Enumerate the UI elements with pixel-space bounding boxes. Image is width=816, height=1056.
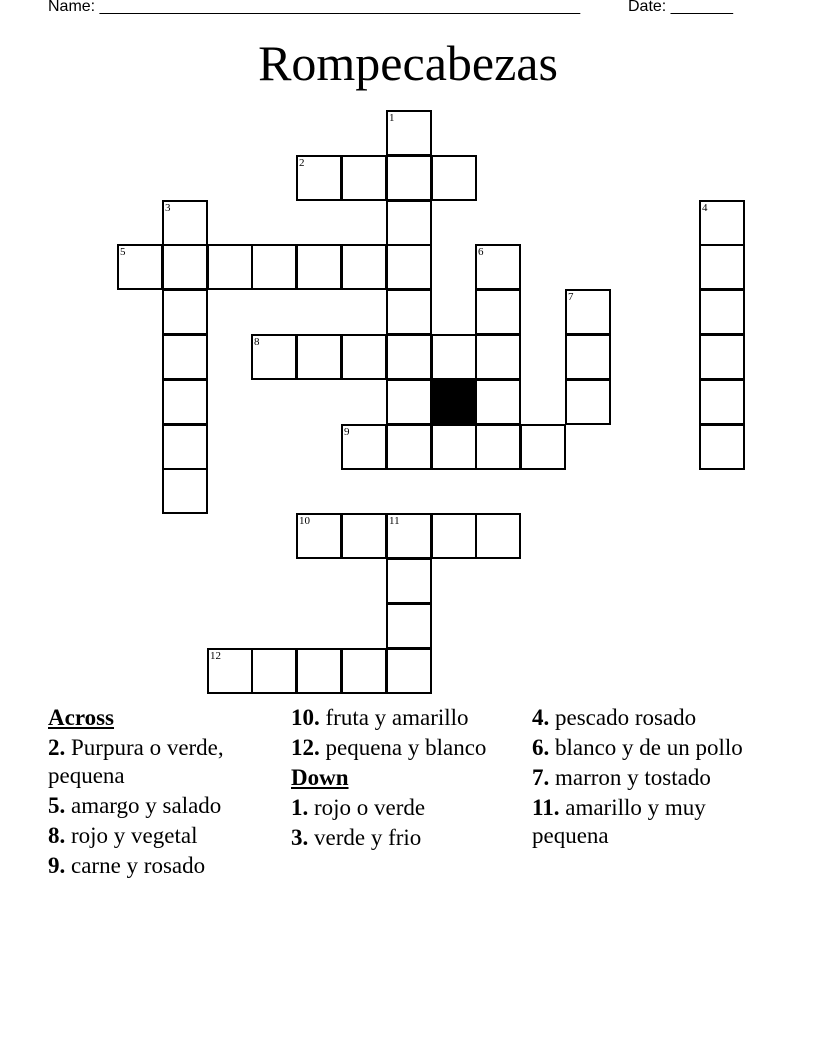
- grid-cell[interactable]: [699, 200, 745, 246]
- down-heading: Down: [291, 765, 349, 790]
- grid-cell[interactable]: [251, 648, 297, 694]
- grid-block: [431, 379, 477, 425]
- clue-text: pescado rosado: [549, 705, 697, 730]
- grid-cell[interactable]: [341, 648, 387, 694]
- clue-text: fruta y amarillo: [319, 705, 469, 730]
- across-heading: Across: [48, 705, 115, 730]
- clue-number: 1.: [291, 795, 309, 820]
- clue-text: verde y frio: [308, 825, 422, 850]
- clue-column-3: [532, 704, 758, 852]
- clue-down-3: [291, 824, 517, 852]
- cell-number: 8: [254, 336, 260, 348]
- cell-number: 2: [299, 157, 305, 169]
- cell-number: 4: [702, 202, 708, 214]
- clue-down-6: [532, 734, 758, 762]
- clue-text: blanco y de un pollo: [549, 735, 743, 760]
- clue-down-7: [532, 764, 758, 792]
- clue-text: pequena y blanco: [319, 735, 487, 760]
- clue-text: carne y rosado: [65, 853, 206, 878]
- cell-number: 11: [389, 515, 400, 527]
- grid-cell[interactable]: [251, 244, 297, 290]
- clue-across-9: [48, 852, 274, 880]
- grid-cell[interactable]: [520, 424, 566, 470]
- grid-cell[interactable]: [386, 334, 432, 380]
- grid-cell[interactable]: [341, 155, 387, 201]
- clue-number: 4.: [532, 705, 550, 730]
- grid-cell[interactable]: [386, 648, 432, 694]
- grid-cell[interactable]: [431, 334, 477, 380]
- clue-number: 7.: [532, 765, 550, 790]
- clue-number: 3.: [291, 825, 309, 850]
- clue-across-2: [48, 734, 274, 790]
- clue-across-10: [291, 704, 517, 732]
- grid-cell[interactable]: [341, 513, 387, 559]
- grid-cell[interactable]: [162, 334, 208, 380]
- grid-cell[interactable]: [207, 648, 253, 694]
- clue-number: 8.: [48, 823, 66, 848]
- grid-cell[interactable]: [475, 244, 521, 290]
- page-title: Rompecabezas: [258, 35, 558, 91]
- cell-number: 10: [299, 515, 310, 527]
- grid-cell[interactable]: [699, 334, 745, 380]
- grid-cell[interactable]: [341, 334, 387, 380]
- clue-text: amargo y salado: [65, 793, 222, 818]
- grid-cell[interactable]: [341, 244, 387, 290]
- clue-number: 12.: [291, 735, 320, 760]
- grid-cell[interactable]: [386, 244, 432, 290]
- grid-cell[interactable]: [475, 424, 521, 470]
- cell-number: 5: [120, 246, 126, 258]
- grid-cell[interactable]: [162, 379, 208, 425]
- grid-cell[interactable]: [475, 379, 521, 425]
- name-line: Name: ______________________________________________________: [48, 0, 581, 15]
- grid-cell[interactable]: [296, 334, 342, 380]
- clue-text: rojo o verde: [308, 795, 426, 820]
- clue-number: 6.: [532, 735, 550, 760]
- grid-cell[interactable]: [386, 155, 432, 201]
- grid-cell[interactable]: [565, 334, 611, 380]
- grid-cell[interactable]: [251, 334, 297, 380]
- grid-cell[interactable]: [386, 289, 432, 335]
- clue-text: rojo y vegetal: [65, 823, 198, 848]
- grid-cell[interactable]: [162, 244, 208, 290]
- cell-number: 6: [478, 246, 484, 258]
- grid-cell[interactable]: [431, 424, 477, 470]
- grid-cell[interactable]: [565, 289, 611, 335]
- cell-number: 7: [568, 291, 574, 303]
- grid-cell[interactable]: [386, 379, 432, 425]
- cell-number: 1: [389, 112, 395, 124]
- grid-cell[interactable]: [386, 200, 432, 246]
- grid-cell[interactable]: [699, 244, 745, 290]
- grid-cell[interactable]: [341, 424, 387, 470]
- clue-across-5: [48, 792, 274, 820]
- clue-text: marron y tostado: [549, 765, 711, 790]
- grid-cell[interactable]: [162, 200, 208, 246]
- grid-cell[interactable]: [296, 155, 342, 201]
- clue-across-12: [291, 734, 517, 762]
- grid-cell[interactable]: [162, 424, 208, 470]
- grid-cell[interactable]: [431, 155, 477, 201]
- clue-down-4: [532, 704, 758, 732]
- clue-across-8: [48, 822, 274, 850]
- date-line: Date: _______: [628, 0, 733, 15]
- grid-cell[interactable]: [386, 424, 432, 470]
- grid-cell[interactable]: [475, 289, 521, 335]
- grid-cell[interactable]: [162, 289, 208, 335]
- clue-down-11: [532, 794, 758, 850]
- grid-cell[interactable]: [386, 110, 432, 156]
- clue-text: amarillo y muy pequena: [532, 795, 706, 848]
- clue-number: 10.: [291, 705, 320, 730]
- grid-cell[interactable]: [565, 379, 611, 425]
- clue-number: 11.: [532, 795, 560, 820]
- grid-cell[interactable]: [296, 244, 342, 290]
- cell-number: 12: [210, 650, 221, 662]
- clue-column-2: [291, 704, 517, 854]
- grid-cell[interactable]: [386, 603, 432, 649]
- grid-cell[interactable]: [207, 244, 253, 290]
- clue-text: Purpura o verde, pequena: [48, 735, 224, 788]
- grid-cell[interactable]: [431, 513, 477, 559]
- grid-cell[interactable]: [162, 468, 208, 514]
- clue-down-1: [291, 794, 517, 822]
- grid-cell[interactable]: [699, 289, 745, 335]
- cell-number: 3: [165, 202, 171, 214]
- clue-number: 5.: [48, 793, 66, 818]
- grid-cell[interactable]: [699, 424, 745, 470]
- grid-cell[interactable]: [475, 334, 521, 380]
- grid-cell[interactable]: [475, 513, 521, 559]
- clue-column-1: [48, 704, 274, 882]
- cell-number: 9: [344, 426, 350, 438]
- grid-cell[interactable]: [699, 379, 745, 425]
- clue-number: 9.: [48, 853, 66, 878]
- clue-number: 2.: [48, 735, 66, 760]
- grid-cell[interactable]: [386, 558, 432, 604]
- grid-cell[interactable]: [117, 244, 163, 290]
- grid-cell[interactable]: [386, 513, 432, 559]
- grid-cell[interactable]: [296, 513, 342, 559]
- grid-cell[interactable]: [296, 648, 342, 694]
